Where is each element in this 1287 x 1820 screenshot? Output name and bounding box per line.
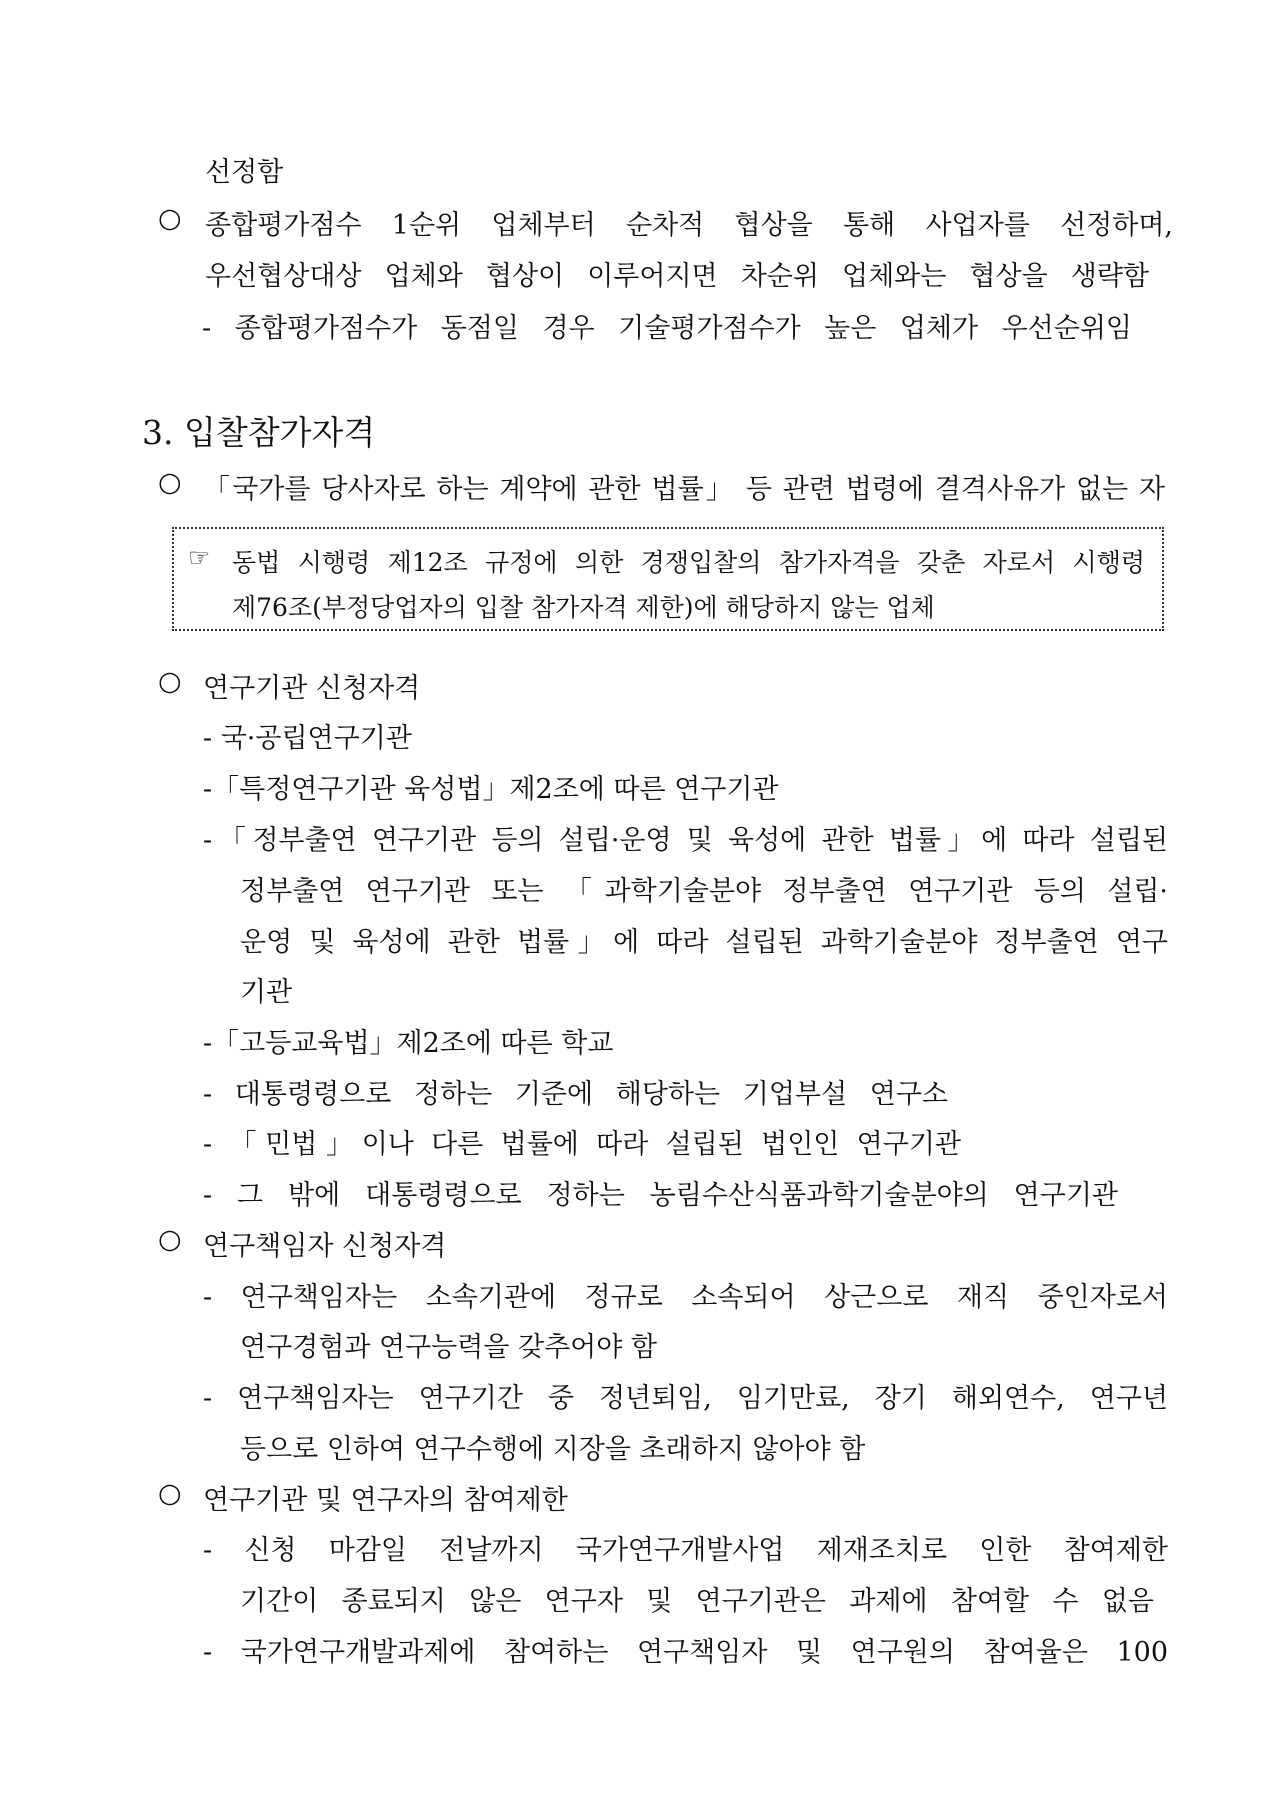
restriction-title: 연구기관 및 연구자의 참여제한: [203, 1485, 568, 1516]
section-title: 3. 입찰참가자격: [142, 413, 376, 452]
circle-bullet: ○: [158, 203, 182, 234]
researcher-item-2-line-2: 등으로 인하여 연구수행에 지장을 초래하지 않아야 함: [240, 1434, 866, 1465]
researcher-item-2-line-1: - 연구책임자는 연구기간 중 정년퇴임, 임기만료, 장기 해외연수, 연구년: [203, 1383, 1168, 1414]
circle-bullet: ○: [158, 467, 182, 498]
intro-line-1: 종합평가점수 1순위 업체부터 순차적 협상을 통해 사업자를 선정하며,: [205, 210, 1173, 241]
researcher-title: 연구책임자 신청자격: [203, 1231, 447, 1262]
intro-line-3: - 종합평가점수가 동점일 경우 기술평가점수가 높은 업체가 우선순위임: [202, 313, 1132, 344]
institutions-title: 연구기관 신청자격: [203, 673, 421, 704]
circle-bullet: ○: [158, 1224, 182, 1255]
researcher-item-1-line-1: - 연구책임자는 소속기관에 정규로 소속되어 상근으로 재직 중인자로서: [203, 1282, 1168, 1313]
circle-bullet: ○: [158, 1478, 182, 1509]
institutions-item-4: -「고등교육법」제2조에 따른 학교: [203, 1028, 614, 1059]
institutions-item-3-line-2: 정부출연 연구기관 또는 「과학기술분야 정부출연 연구기관 등의 설립·: [240, 876, 1168, 907]
institutions-item-6: - 「민법」이나 다른 법률에 따라 설립된 법인인 연구기관: [203, 1129, 961, 1160]
note-line-1: 동법 시행령 제12조 규정에 의한 경쟁입찰의 참가자격을 갖춘 자로서 시행령: [232, 548, 1145, 577]
restriction-item-2-line-1: - 국가연구개발과제에 참여하는 연구책임자 및 연구원의 참여율은 100: [203, 1637, 1168, 1668]
pointing-hand-icon: ☞: [188, 543, 211, 572]
institutions-item-5: - 대통령령으로 정하는 기준에 해당하는 기업부설 연구소: [203, 1079, 948, 1110]
institutions-item-3-line-4: 기관: [240, 977, 293, 1008]
intro-line-2: 우선협상대상 업체와 협상이 이루어지면 차순위 업체와는 협상을 생략함: [205, 261, 1149, 292]
researcher-item-1-line-2: 연구경험과 연구능력을 갖추어야 함: [240, 1332, 657, 1363]
institutions-item-3-line-1: -「정부출연 연구기관 등의 설립·운영 및 육성에 관한 법률」에 따라 설립된: [203, 825, 1168, 856]
circle-bullet: ○: [158, 666, 182, 697]
note-line-2: 제76조(부정당업자의 입찰 참가자격 제한)에 해당하지 않는 업체: [232, 593, 935, 622]
section-item-1: 「국가를 당사자로 하는 계약에 관한 법률」 등 관련 법령에 결격사유가 없는 자: [203, 474, 1165, 505]
institutions-item-7: - 그 밖에 대통령령으로 정하는 농림수산식품과학기술분야의 연구기관: [203, 1180, 1118, 1211]
restriction-item-1-line-2: 기간이 종료되지 않은 연구자 및 연구기관은 과제에 참여할 수 없음: [240, 1586, 1154, 1617]
institutions-item-1: - 국·공립연구기관: [203, 723, 412, 754]
institutions-item-2: -「특정연구기관 육성법」제2조에 따른 연구기관: [203, 774, 779, 805]
restriction-item-1-line-1: - 신청 마감일 전날까지 국가연구개발사업 제재조치로 인한 참여제한: [203, 1535, 1168, 1566]
institutions-item-3-line-3: 운영 및 육성에 관한 법률」에 따라 설립된 과학기술분야 정부출연 연구: [240, 927, 1168, 958]
intro-line-0: 선정함: [205, 157, 284, 188]
